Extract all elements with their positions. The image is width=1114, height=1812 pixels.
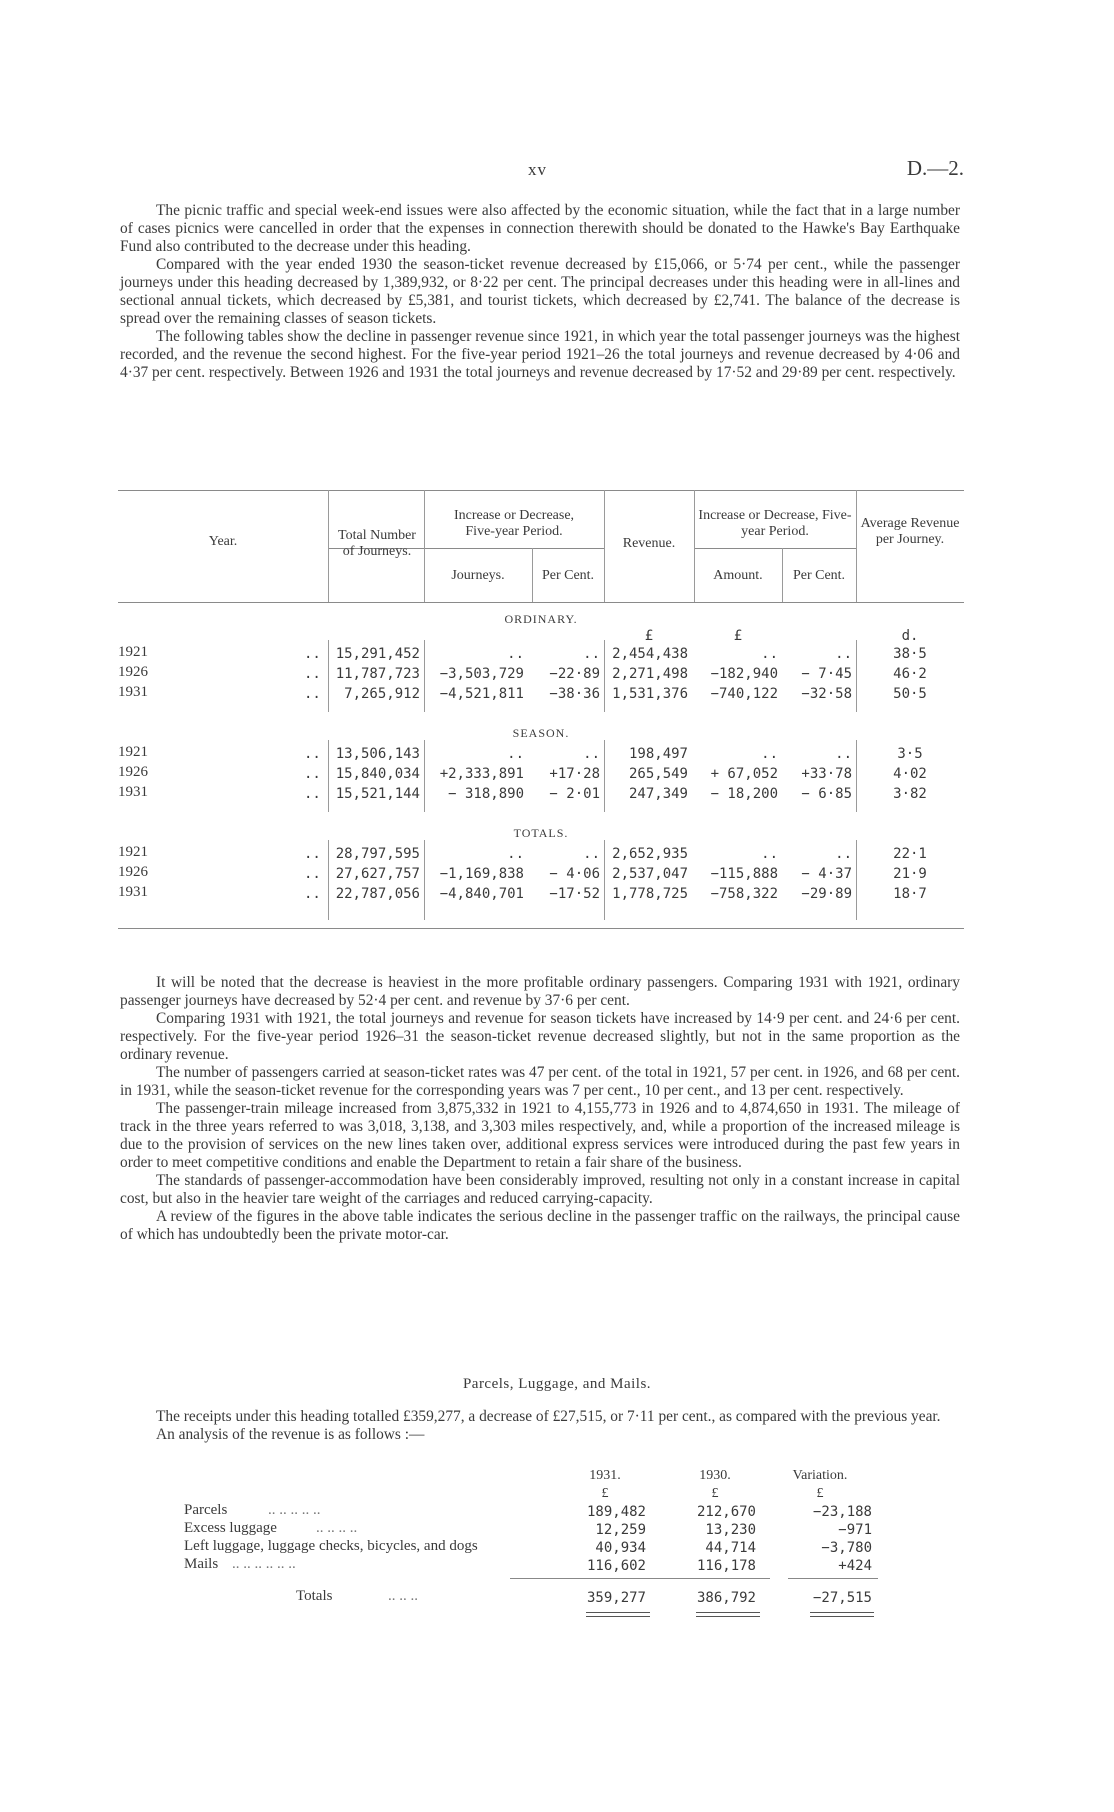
cell-1931: 189,482 — [586, 1504, 646, 1520]
cell-leader: .. — [304, 666, 321, 682]
cell-average: 22·1 — [893, 846, 927, 862]
row-label: Mails — [184, 1556, 219, 1572]
cell-revenue-change: .. — [761, 646, 778, 662]
paragraph: It will be noted that the decrease is heaviest in the more profitable ordinary passengers. Comparing 1931 with 1921, ordinary passenger journeys have decreased by 52·4 per cent. and revenue by 37·6 per cent. — [120, 974, 960, 1009]
paragraph: Comparing 1931 with 1921, the total journeys and revenue for season tickets have increased by 14·9 per cent. and 24·6 per cent. respectively. For the five-year period 1926–31 the season-ticket revenue decreased slightly, but not in the same proportion as the ordinary revenue. — [120, 1010, 960, 1063]
cell-revenue-change: −740,122 — [710, 686, 778, 702]
cell-journeys-change: +2,333,891 — [439, 766, 524, 782]
cell-leader: .. — [304, 766, 321, 782]
cell-journeys: 13,506,143 — [335, 746, 420, 762]
unit-variation: £ — [816, 1486, 824, 1501]
cell-journeys-pct: +17·28 — [549, 766, 600, 782]
cell-variation: +424 — [838, 1558, 872, 1574]
cell-revenue-pct: − 6·85 — [801, 786, 852, 802]
intro-paragraphs — [120, 202, 960, 382]
cell-1930: 13,230 — [705, 1522, 756, 1538]
section-heading-parcels: Parcels, Luggage, and Mails. — [462, 1376, 652, 1392]
totals-label: Totals — [296, 1588, 333, 1604]
paragraph: A review of the figures in the above table indicates the serious decline in the passenger traffic on the railways, the principal cause of which has undoubtedly been the private motor-car. — [120, 1208, 960, 1243]
cell-year: 1931 — [118, 884, 148, 900]
cell-journeys: 11,787,723 — [335, 666, 420, 682]
header-1931: 1931. — [589, 1468, 621, 1483]
cell-journeys-change: −1,169,838 — [439, 866, 524, 882]
cell-revenue: 265,549 — [628, 766, 688, 782]
cell-journeys-change: − 318,890 — [448, 786, 524, 802]
cell-variation: −3,780 — [821, 1540, 872, 1556]
row-leader: .. .. .. .. — [316, 1520, 358, 1536]
cell-year: 1926 — [118, 864, 148, 880]
row-label: Parcels — [184, 1502, 228, 1518]
paragraph: An analysis of the revenue is as follows :— — [156, 1426, 425, 1443]
cell-average: 18·7 — [893, 886, 927, 902]
cell-year: 1921 — [118, 744, 148, 760]
cell-journeys-pct: − 4·06 — [549, 866, 600, 882]
header-journeys: Journeys. — [451, 568, 505, 583]
cell-leader: .. — [304, 846, 321, 862]
header-per-cent-2: Per Cent. — [792, 568, 846, 583]
cell-leader: .. — [304, 686, 321, 702]
cell-leader: .. — [304, 746, 321, 762]
cell-revenue-change: − 18,200 — [710, 786, 778, 802]
paragraph: The receipts under this heading totalled £359,277, a decrease of £27,515, or 7·11 per cent., as compared with the previous year. — [156, 1408, 941, 1425]
cell-revenue-change: −182,940 — [710, 666, 778, 682]
cell-journeys-change: .. — [507, 846, 524, 862]
paragraph: The number of passengers carried at season-ticket rates was 47 per cent. of the total in 1921, 57 per cent. in 1926, and 68 per cent. in 1931, while the season-ticket revenue for the corresponding years was 7 per cent., 10 per cent., and 13 per cent. respectively. — [120, 1064, 960, 1099]
cell-year: 1931 — [118, 684, 148, 700]
parcels-paragraphs — [120, 1408, 960, 1444]
cell-revenue: 2,271,498 — [612, 666, 688, 682]
cell-revenue: 1,778,725 — [612, 886, 688, 902]
cell-revenue-pct: .. — [835, 746, 852, 762]
unit-average: d. — [901, 628, 919, 644]
cell-average: 4·02 — [893, 766, 927, 782]
cell-journeys: 15,521,144 — [335, 786, 420, 802]
row-leader: .. .. .. .. .. .. — [232, 1556, 296, 1572]
page-number: xv — [528, 160, 547, 179]
passenger-revenue-table — [118, 490, 964, 970]
row-leader: .. .. .. .. .. — [268, 1502, 321, 1518]
row-label: Excess luggage — [184, 1520, 277, 1536]
cell-revenue: 247,349 — [628, 786, 688, 802]
cell-leader: .. — [304, 886, 321, 902]
cell-revenue: 1,531,376 — [612, 686, 688, 702]
cell-journeys: 28,797,595 — [335, 846, 420, 862]
cell-journeys-pct: − 2·01 — [549, 786, 600, 802]
cell-journeys-change: −3,503,729 — [439, 666, 524, 682]
header-per-cent: Per Cent. — [541, 568, 595, 583]
cell-year: 1926 — [118, 664, 148, 680]
cell-1931: 116,602 — [586, 1558, 646, 1574]
cell-revenue-pct: −32·58 — [801, 686, 852, 702]
header-journeys-change-group: Increase or Decrease, Five-year Period. — [453, 508, 575, 539]
cell-revenue: 2,652,935 — [612, 846, 688, 862]
cell-revenue-pct: .. — [835, 846, 852, 862]
header-1930: 1930. — [699, 1468, 731, 1483]
cell-revenue-pct: .. — [835, 646, 852, 662]
paragraph: The standards of passenger-accommodation have been considerably improved, resulting not only in a constant increase in capital cost, but also in the heavier tare weight of the carriages and reduced carrying-capacity. — [120, 1172, 960, 1207]
section-title-ordinary: ORDINARY. — [504, 612, 578, 626]
paragraph: Compared with the year ended 1930 the season-ticket revenue decreased by £15,066, or 5·74 per cent., while the passenger journeys under this heading decreased by 1,389,932, or 8·22 per cent. The principal decreases under this heading were in all-lines and sectional annual tickets, which decreased by £5,381, and tourist tickets, which decreased by £2,741. The balance of the decrease is spread over the remaining classes of season tickets. — [120, 256, 960, 327]
cell-revenue-change: .. — [761, 846, 778, 862]
paragraph: The following tables show the decline in passenger revenue since 1921, in which year the total passenger journeys was the highest recorded, and the revenue the second highest. For the five-year period 1921–26 the total journeys and revenue decreased by 4·06 and 4·37 per cent. respectively. Between 1926 and 1931 the total journeys and revenue decreased by 17·52 and 29·89 per cent. respectively. — [120, 328, 960, 381]
unit-1931: £ — [601, 1486, 609, 1501]
unit-1930: £ — [711, 1486, 719, 1501]
cell-revenue: 2,454,438 — [612, 646, 688, 662]
analysis-paragraphs — [120, 974, 960, 1244]
section-title-totals: TOTALS. — [513, 826, 569, 840]
cell-1930: 116,178 — [696, 1558, 756, 1574]
unit-revenue: £ — [644, 628, 654, 644]
parcels-revenue-table — [120, 1468, 880, 1628]
row-label: Left luggage, luggage checks, bicycles, and dogs — [184, 1538, 478, 1554]
cell-revenue: 2,537,047 — [612, 866, 688, 882]
cell-journeys: 27,627,757 — [335, 866, 420, 882]
cell-journeys-pct: .. — [583, 646, 600, 662]
cell-average: 38·5 — [893, 646, 927, 662]
cell-revenue-change: .. — [761, 746, 778, 762]
cell-journeys-pct: .. — [583, 846, 600, 862]
cell-journeys-pct: .. — [583, 746, 600, 762]
cell-journeys: 15,840,034 — [335, 766, 420, 782]
cell-journeys: 15,291,452 — [335, 646, 420, 662]
header-revenue: Revenue. — [622, 536, 676, 551]
cell-1930: 212,670 — [696, 1504, 756, 1520]
header-amount: Amount. — [713, 568, 763, 583]
cell-leader: .. — [304, 646, 321, 662]
cell-revenue-pct: − 7·45 — [801, 666, 852, 682]
cell-journeys-pct: −17·52 — [549, 886, 600, 902]
cell-revenue-change: −115,888 — [710, 866, 778, 882]
cell-revenue-pct: +33·78 — [801, 766, 852, 782]
cell-revenue-change: −758,322 — [710, 886, 778, 902]
cell-1930: 44,714 — [705, 1540, 756, 1556]
cell-revenue-change: + 67,052 — [710, 766, 778, 782]
cell-journeys: 7,265,912 — [344, 686, 420, 702]
header-average-revenue: Average Revenue per Journey. — [860, 516, 960, 547]
total-1931: 359,277 — [586, 1590, 646, 1606]
cell-year: 1931 — [118, 784, 148, 800]
section-title-season: SEASON. — [512, 726, 570, 740]
cell-revenue: 198,497 — [628, 746, 688, 762]
totals-leader: .. .. .. — [388, 1588, 418, 1604]
cell-leader: .. — [304, 866, 321, 882]
cell-journeys-change: .. — [507, 746, 524, 762]
document-code: D.—2. — [906, 156, 964, 180]
cell-variation: −971 — [838, 1522, 872, 1538]
cell-average: 46·2 — [893, 666, 927, 682]
header-variation: Variation. — [792, 1468, 848, 1483]
header-total-journeys: Total Number of Journeys. — [338, 528, 416, 559]
header-year: Year. — [208, 534, 238, 549]
cell-year: 1926 — [118, 764, 148, 780]
cell-average: 21·9 — [893, 866, 927, 882]
cell-journeys: 22,787,056 — [335, 886, 420, 902]
cell-revenue-pct: − 4·37 — [801, 866, 852, 882]
cell-journeys-change: −4,840,701 — [439, 886, 524, 902]
paragraph: The picnic traffic and special week-end issues were also affected by the economic situation, while the fact that in a large number of cases picnics were cancelled in order that the expenses in connection therewith should be donated to the Hawke's Bay Earthquake Fund also contributed to the decrease under this heading. — [120, 202, 960, 255]
cell-leader: .. — [304, 786, 321, 802]
cell-year: 1921 — [118, 644, 148, 660]
paragraph: The passenger-train mileage increased from 3,875,332 in 1921 to 4,155,773 in 1926 and to 4,874,650 in 1931. The mileage of track in the three years referred to was 3,018, 3,138, and 3,303 miles respectively, and, while a proportion of the increased mileage is due to the provision of services on the new lines taken over, additional express services were introduced during the past few years in order to meet competitive conditions and enable the Department to retain a fair share of the business. — [120, 1100, 960, 1171]
unit-amount: £ — [733, 628, 743, 644]
cell-year: 1921 — [118, 844, 148, 860]
cell-journeys-change: −4,521,811 — [439, 686, 524, 702]
cell-journeys-pct: −38·36 — [549, 686, 600, 702]
cell-journeys-change: .. — [507, 646, 524, 662]
total-1930: 386,792 — [696, 1590, 756, 1606]
cell-average: 3·5 — [897, 746, 923, 762]
cell-1931: 40,934 — [595, 1540, 646, 1556]
header-revenue-change-group: Increase or Decrease, Five-year Period. — [698, 508, 852, 539]
cell-variation: −23,188 — [812, 1504, 872, 1520]
cell-1931: 12,259 — [595, 1522, 646, 1538]
cell-average: 3·82 — [893, 786, 927, 802]
total-variation: −27,515 — [812, 1590, 872, 1606]
cell-average: 50·5 — [893, 686, 927, 702]
cell-journeys-pct: −22·89 — [549, 666, 600, 682]
cell-revenue-pct: −29·89 — [801, 886, 852, 902]
